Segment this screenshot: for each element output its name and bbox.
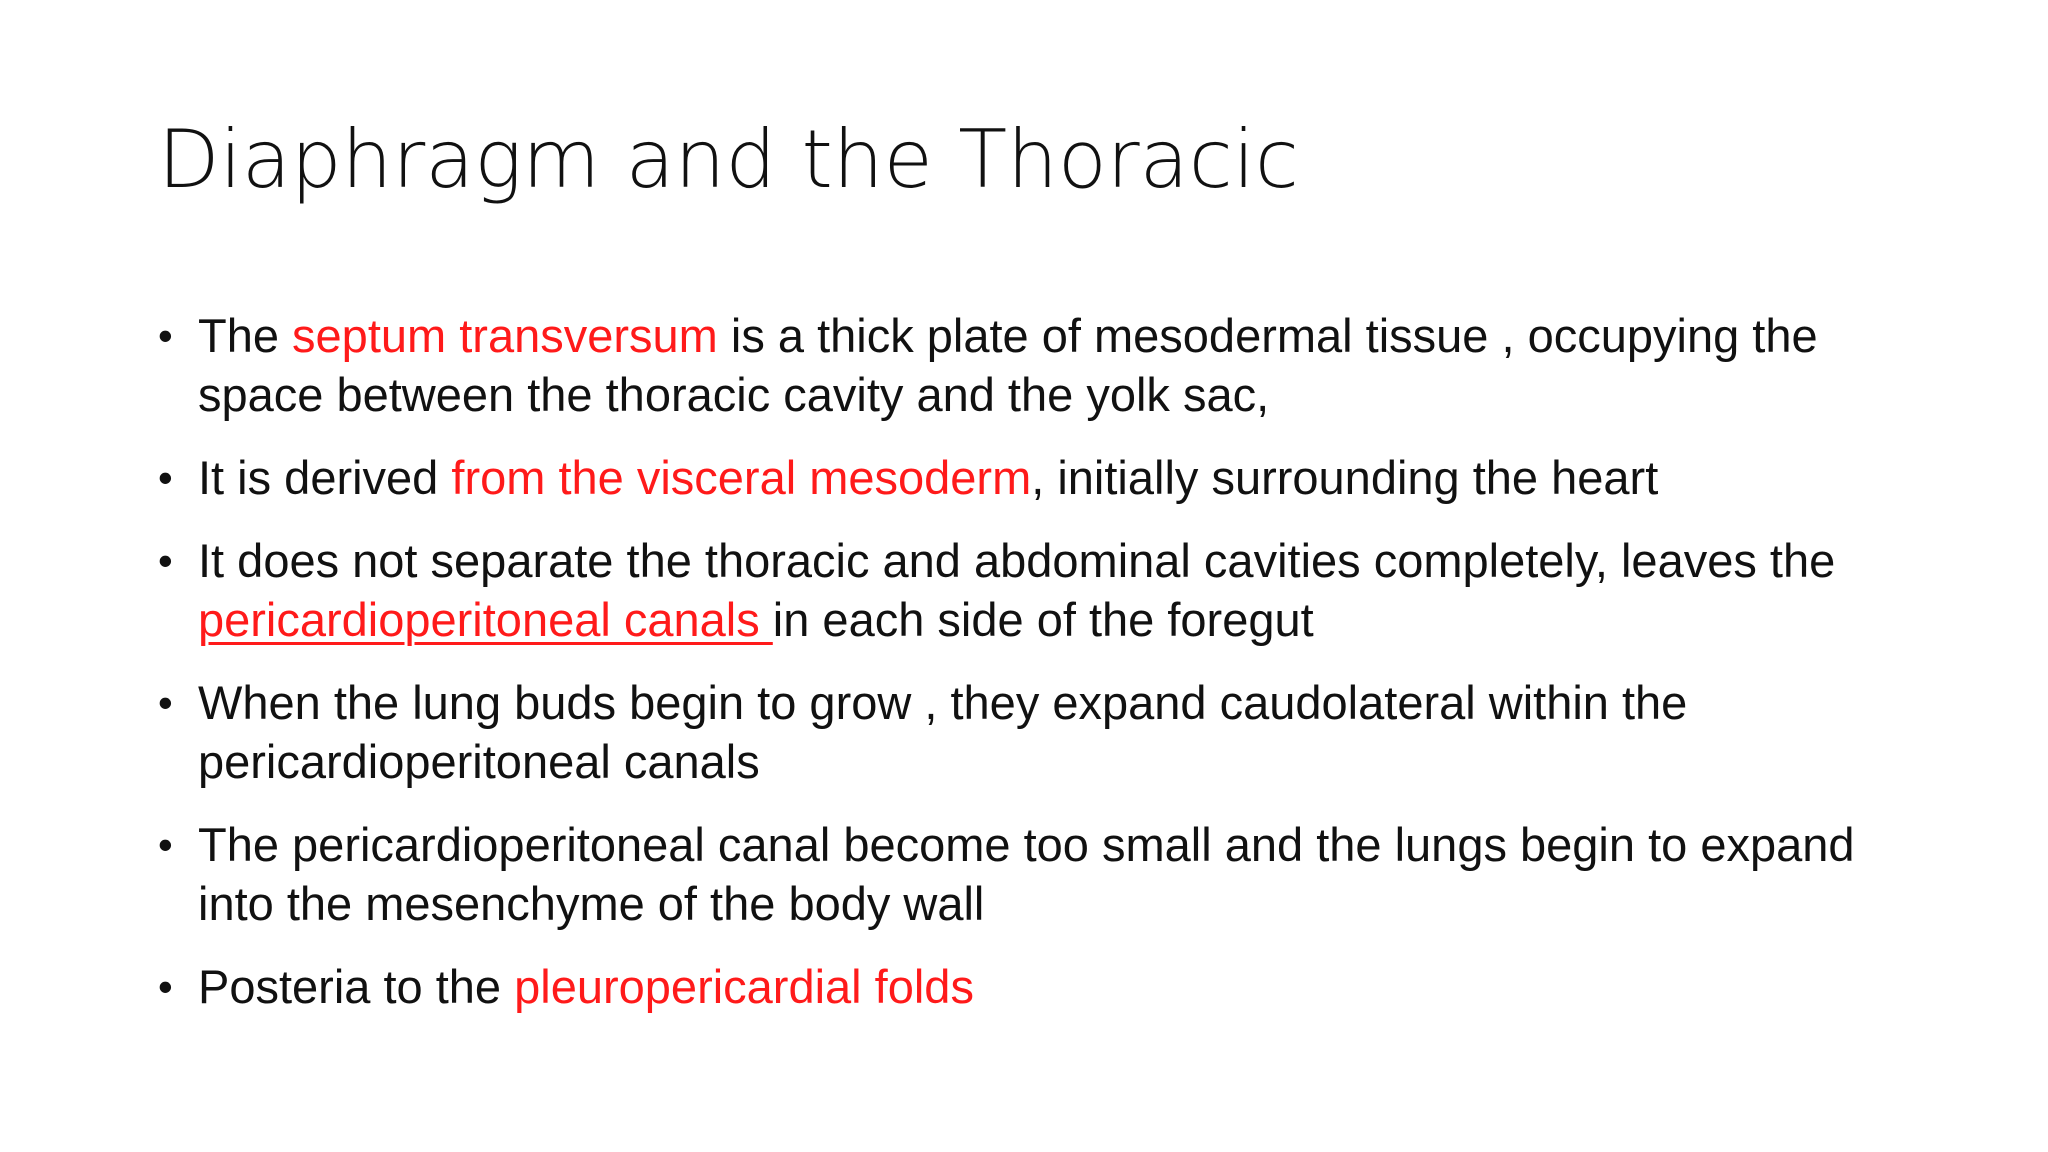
bullet-text xyxy=(198,534,1835,646)
slide-title: Diaphragm and the Thoracic xyxy=(158,113,1299,206)
bullet-text xyxy=(198,960,974,1013)
bullet-item xyxy=(158,306,1918,424)
hyperlink-term[interactable]: pericardioperitoneal canals xyxy=(198,593,773,646)
bullet-segment: The pericardioperitoneal canal become too small and the lungs begin to expand into the mesenchyme of the body wall xyxy=(198,818,1855,930)
bullet-dot: • xyxy=(158,821,173,868)
bullet-segment: When the lung buds begin to grow , they expand caudolateral within the pericardioperitoneal canals xyxy=(198,676,1688,788)
bullet-dot: • xyxy=(158,963,173,1010)
bullet-dot: • xyxy=(158,537,173,584)
bullet-segment: , initially surrounding the heart xyxy=(1031,451,1659,504)
highlighted-term: septum transversum xyxy=(292,309,718,362)
bullet-list xyxy=(158,306,1918,1040)
bullet-item xyxy=(158,815,1918,933)
bullet-segment: It does not separate the thoracic and abdominal cavities completely, leaves the xyxy=(198,534,1836,587)
bullet-segment: is a thick plate of mesodermal tissue , occupying the space between the thoracic cavity and the yolk sac, xyxy=(198,309,1818,421)
bullet-item xyxy=(158,673,1918,791)
bullet-text xyxy=(198,451,1658,504)
bullet-segment: It is derived xyxy=(198,451,452,504)
bullet-item xyxy=(158,448,1918,507)
bullet-text xyxy=(198,676,1687,788)
highlighted-term: from the visceral mesoderm xyxy=(451,451,1032,504)
bullet-segment: in each side of the foregut xyxy=(772,593,1314,646)
bullet-item xyxy=(158,957,1918,1016)
bullet-text xyxy=(198,818,1855,930)
bullet-dot: • xyxy=(158,312,173,359)
bullet-dot: • xyxy=(158,679,173,726)
highlighted-term: pleuropericardial folds xyxy=(514,960,974,1013)
bullet-segment: The xyxy=(198,309,293,362)
bullet-dot: • xyxy=(158,454,173,501)
bullet-segment: Posteria to the xyxy=(198,960,515,1013)
bullet-item xyxy=(158,531,1918,649)
bullet-text xyxy=(198,309,1818,421)
